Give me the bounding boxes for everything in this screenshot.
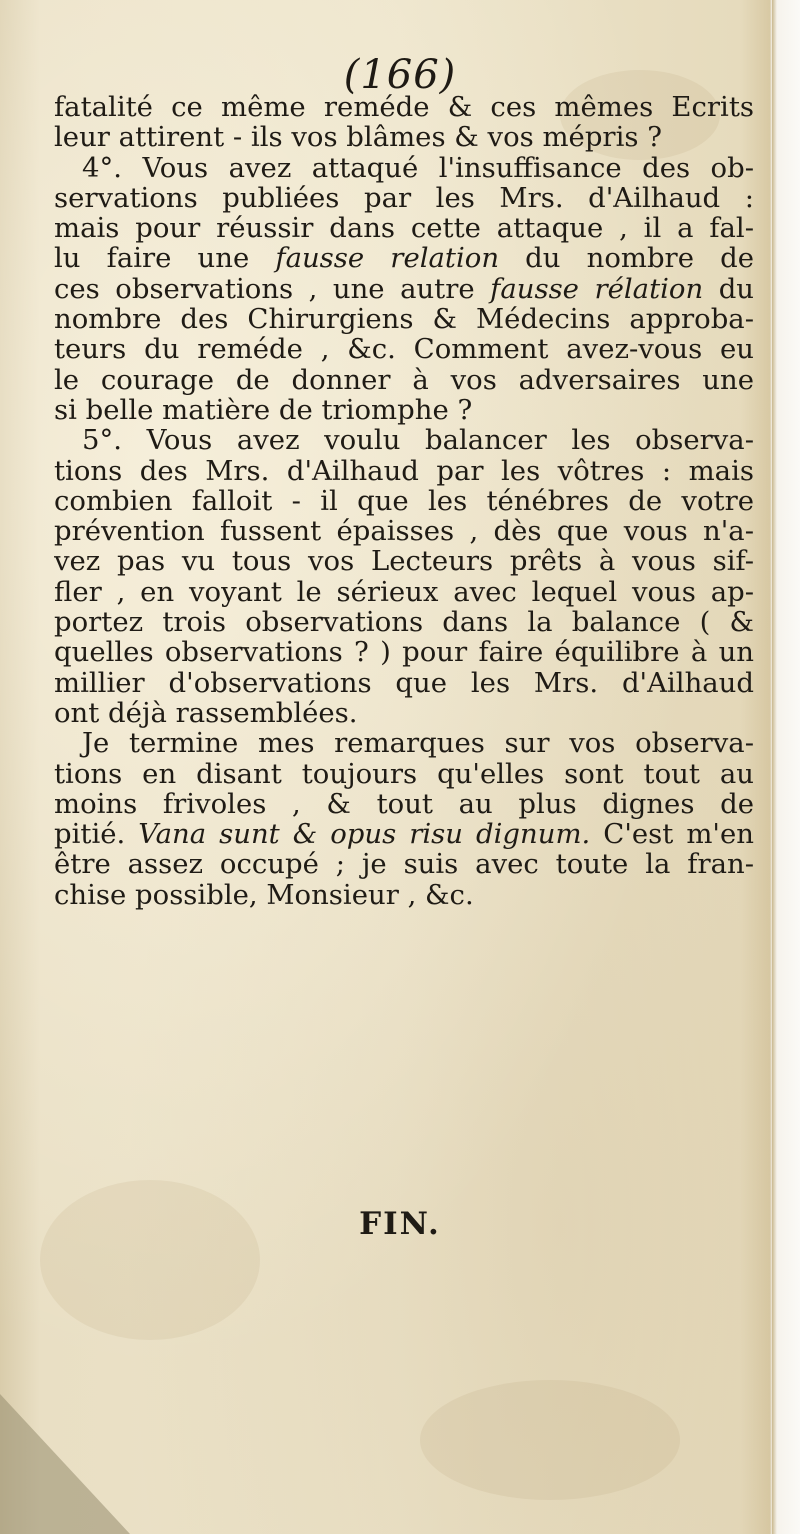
page-corner-fold [0,1394,130,1534]
text-segment: du [703,273,754,305]
text-line [54,395,754,425]
text-line [54,577,754,607]
text-line [54,274,754,304]
text-segment: le courage de donner à vos adversaires une [54,364,754,395]
text-line [54,516,754,546]
text-line [54,607,754,637]
text-segment: prévention fussent épaisses , dès que vous n'a- [54,516,754,547]
text-line [54,304,754,334]
text-line [54,425,754,455]
text-segment: fler , en voyant le sérieux avec lequel vous ap- [54,576,754,608]
text-segment: pitié. [54,819,139,850]
text-line [54,456,754,486]
text-line [54,153,754,183]
text-segment: millier d'observations que les Mrs. d'Ailhaud [54,667,754,698]
fin-label: FIN. [359,1206,441,1242]
text-segment: ont déjà rassemblées. [54,697,358,729]
text-line [54,819,754,849]
text-segment: quelles observations ? ) pour faire équilibre à un [54,637,754,668]
text-line [54,637,754,667]
text-line [54,698,754,728]
text-segment: servations publiées par les Mrs. d'Ailhaud : [54,182,754,214]
text-segment: teurs du reméde , &c. Comment avez-vous eu [54,334,754,365]
text-segment: tions des Mrs. d'Ailhaud par les vôtres : mais [54,455,754,486]
text-segment: leur attirent - ils vos blâmes & vos mépris ? [54,122,662,153]
text-line [54,668,754,698]
text-line [54,759,754,789]
text-segment: ces observations , une autre [54,273,491,305]
body-text [54,92,754,910]
text-line [54,849,754,879]
text-line [54,122,754,152]
text-segment: Je termine mes remarques sur vos observa- [82,728,754,759]
text-segment: si belle matière de triomphe ? [54,394,473,426]
page-edge [772,0,800,1534]
text-line [54,365,754,395]
italic-phrase: fausse relation [275,243,500,274]
text-segment: portez trois observations dans la balance ( & [54,607,754,638]
text-line [54,728,754,758]
text-line [54,213,754,243]
paper-stain [40,1180,260,1340]
text-segment: C'est m'en [590,819,754,850]
italic-phrase: fausse rélation [490,273,704,305]
text-segment: 5°. Vous avez voulu balancer les observa- [82,425,754,456]
text-line [54,546,754,576]
text-segment: combien falloit - il que les ténébres de votre [54,485,754,517]
text-segment: moins frivoles , & tout au plus dignes de [54,788,754,820]
text-line [54,183,754,213]
text-segment: vez pas vu tous vos Lecteurs prêts à vous sif- [54,546,754,577]
page-number: (166) [343,52,457,98]
text-segment: du nombre de [499,243,754,274]
paper-stain [420,1380,680,1500]
text-segment: lu faire une [54,243,276,274]
text-segment: fatalité ce même reméde & ces mêmes Ecrits [54,92,754,123]
text-segment: être assez occupé ; je suis avec toute la fran- [54,849,754,880]
text-line [54,486,754,516]
italic-phrase: Vana sunt & opus risu dignum. [138,819,591,850]
text-line [54,334,754,364]
text-line [54,243,754,273]
text-segment: mais pour réussir dans cette attaque , il a fal- [54,213,754,244]
text-line [54,880,754,910]
text-segment: tions en disant toujours qu'elles sont tout au [54,758,754,789]
text-line [54,789,754,819]
text-segment: chise possible, Monsieur , &c. [54,879,474,911]
text-line [54,92,754,122]
text-segment: nombre des Chirurgiens & Médecins approba- [54,304,754,335]
text-segment: 4°. Vous avez attaqué l'insuffisance des ob- [82,152,754,183]
